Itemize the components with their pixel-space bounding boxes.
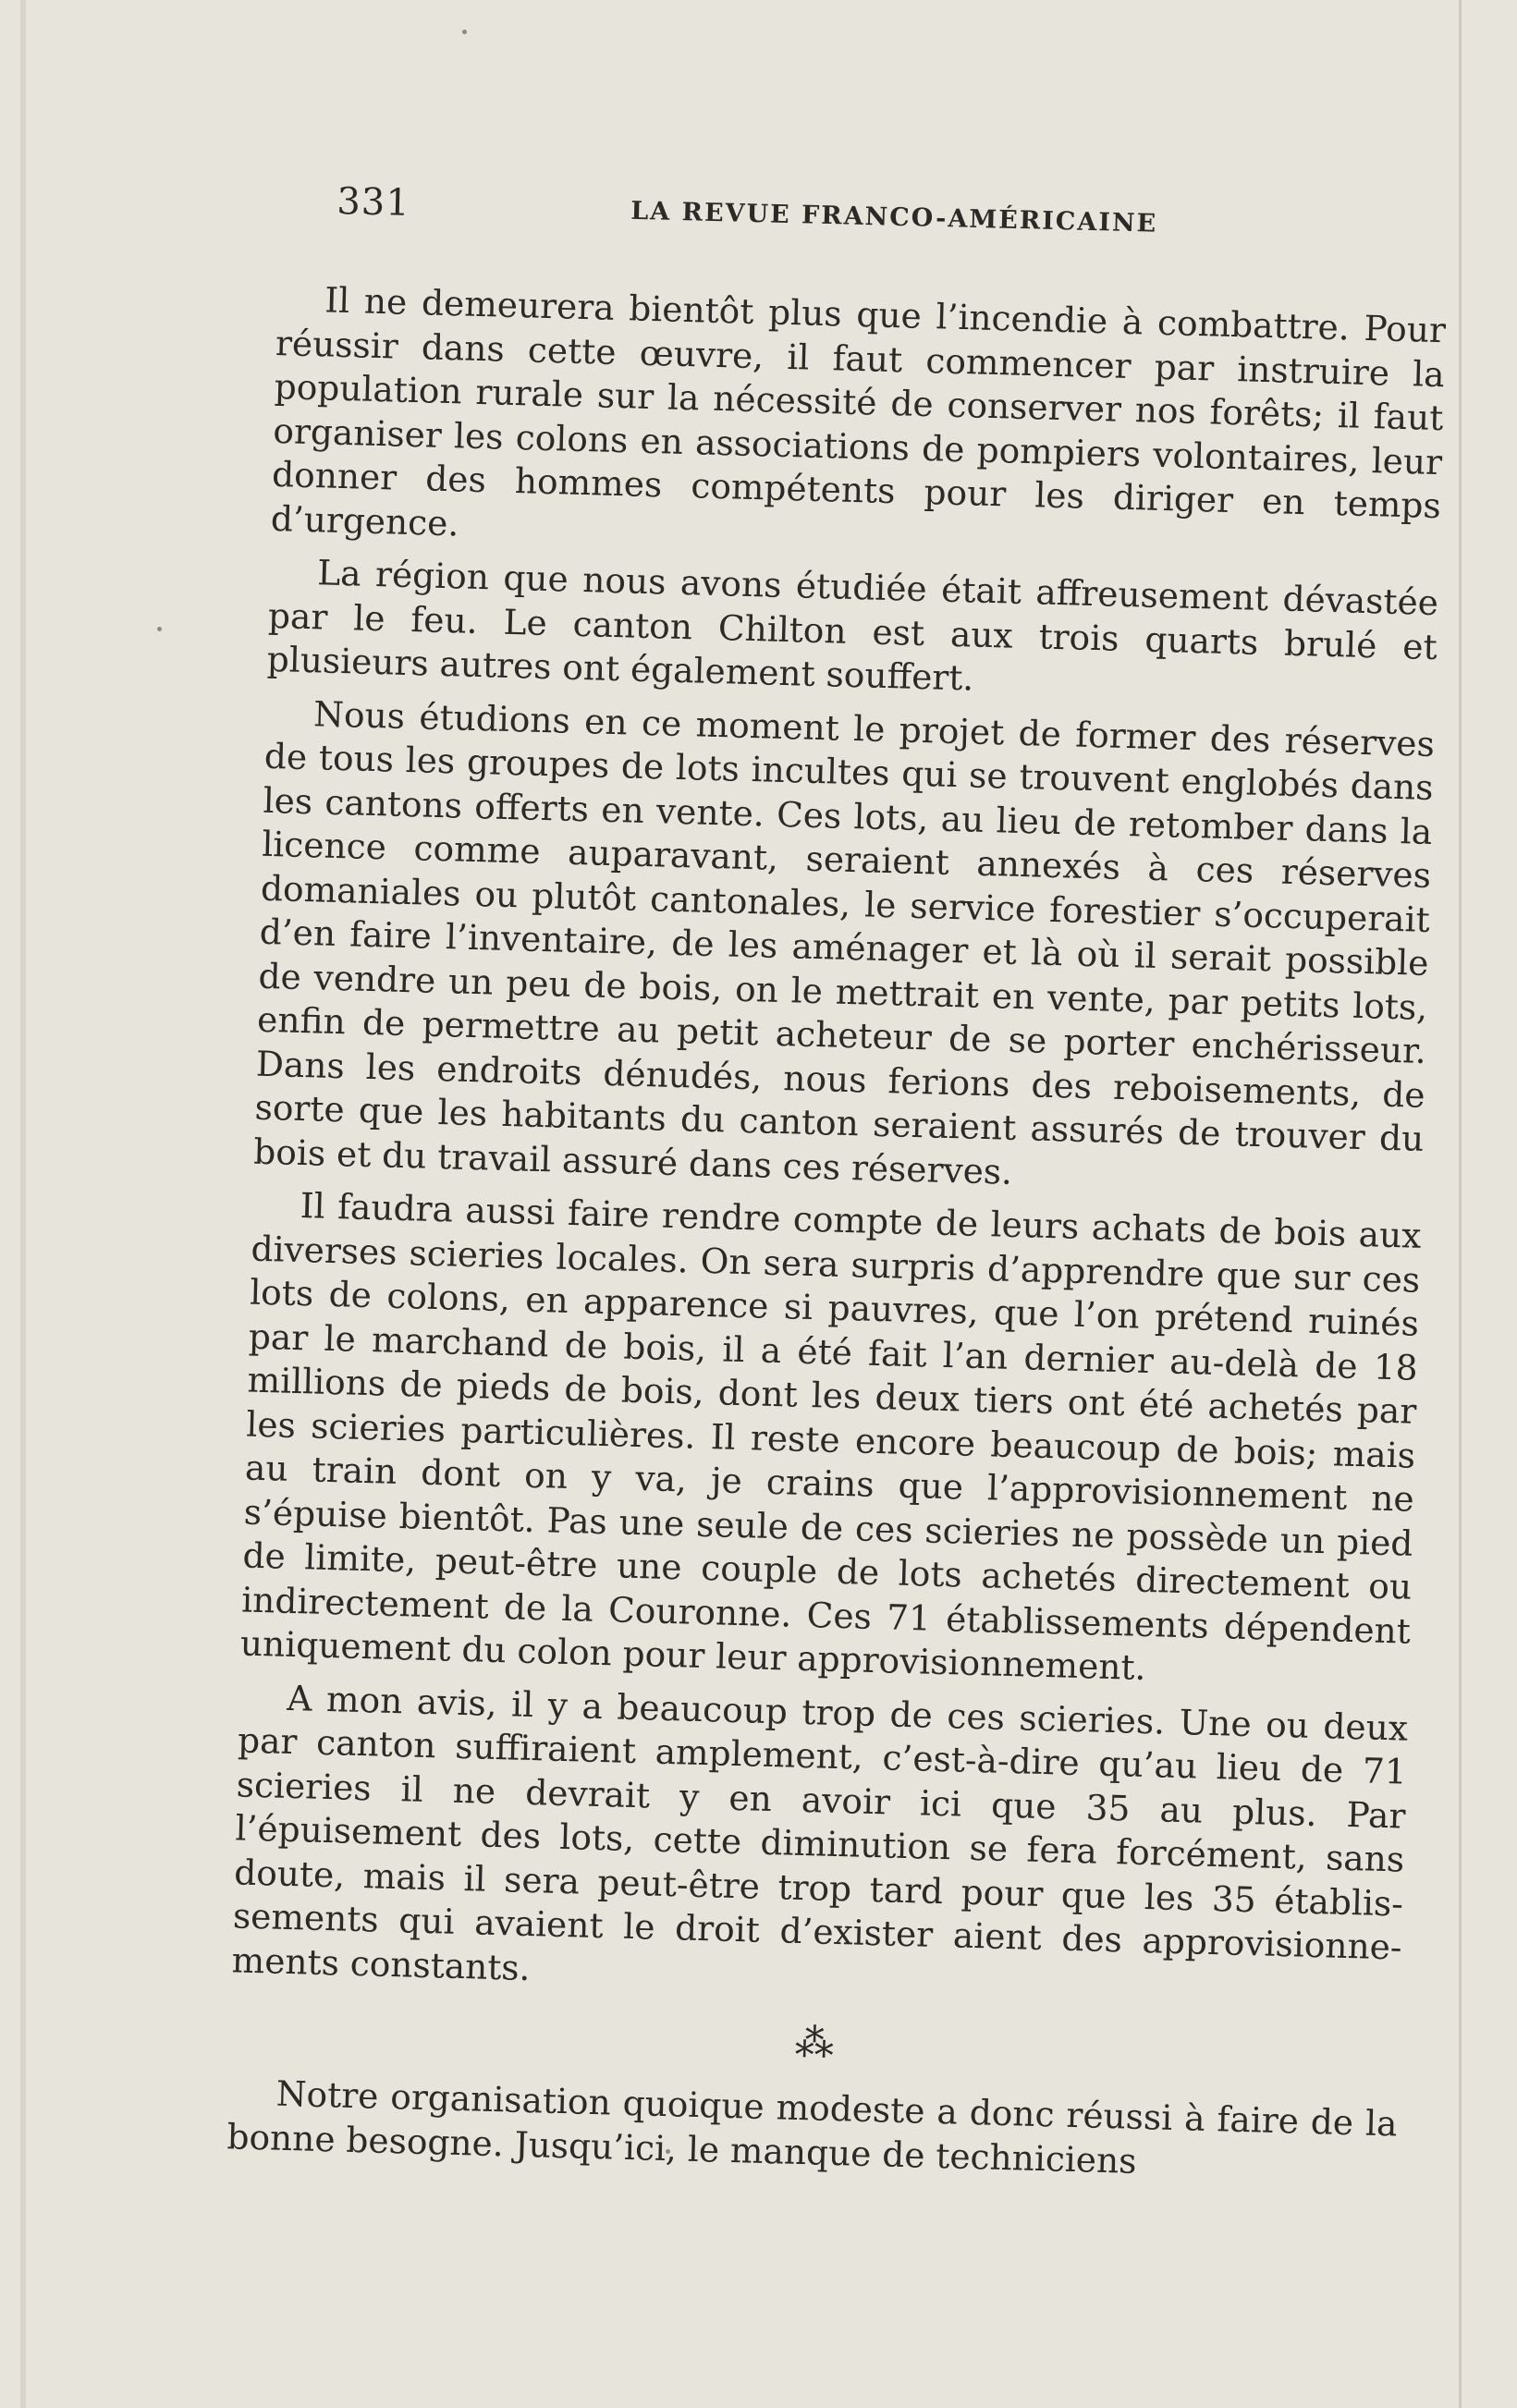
closing-paragraph: Notre organisation quoique modeste a donc réussi à faire de la bonne besogne. Jusqu’ici, le manque de techniciens	[226, 2072, 1399, 2182]
paper-speck	[157, 627, 162, 631]
running-title: LA REVUE FRANCO-AMÉRICAINE	[630, 196, 1158, 238]
section-break-asterism: ⁂	[794, 2019, 835, 2066]
page-header	[336, 180, 1169, 256]
page-edge-right	[1459, 0, 1462, 2408]
page-edge-left	[20, 0, 26, 2408]
page-number: 331	[336, 180, 411, 225]
paper-speck	[462, 30, 467, 34]
paragraph: A mon avis, il y a beaucoup trop de ces scieries. Une ou deux par canton suffiraient amplement, c’est-à-dire qu’au lieu de 71 scieries il ne devrait y en avoir ici que 35 au plus. Par l’épuisement des lots, cette diminution se fera forcément, sans doute, mais il sera peut-être trop tard pour que les 35 établissements qui avaient le droit d’exister aient des approvisionnements constants.	[231, 1677, 1409, 1988]
article-body	[226, 277, 1447, 2199]
paragraph: Il faudra aussi faire rendre compte de leurs achats de bois aux diverses scieries locales. On sera surpris d’apprendre que sur ces lots de colons, en apparence si pauvres, que l’on prétend ruinés par le marchand de bois, il a été fait l’an dernier au-delà de 18 millions de pieds de bois, dont les deux tiers ont été achetés par les scieries particulières. Il reste encore beaucoup de bois; mais au train dont on y va, je crains que l’approvisionnement ne s’épuise bientôt. Pas une seule de ces scieries ne possède un pied de limite, peut-être une couple de lots achetés directement ou indirectement de la Couronne. Ces 71 établissements dépendent uniquement du colon pour leur approvisionnement.	[239, 1185, 1423, 1688]
paragraph: Il ne demeurera bientôt plus que l’incendie à combattre. Pour réussir dans cette œuvre, il faut commencer par instruire la population rurale sur la nécessité de conserver nos forêts; il faut organiser les colons en associations de pompiers volontaires, leur donner des hommes compétents pour les diriger en temps d’urgence.	[270, 279, 1447, 544]
paragraph: Nous étudions en ce moment le projet de former des réserves de tous les groupes de lots incultes qui se trouvent englobés dans les cantons offerts en vente. Ces lots, au lieu de retomber dans la licence comme auparavant, seraient annexés à ces réserves domaniales ou plutôt cantonales, le service forestier s’occuperait d’en faire l’inventaire, de les aménager et là où il serait possible de vendre un peu de bois, on le mettrait en vente, par petits lots, enfin de permettre au petit acheteur de se porter enchérisseur. Dans les endroits dénudés, nous ferions des reboisements, de sorte que les habitants du canton seraient assurés de trouver du bois et du travail assuré dans ces réserves.	[252, 692, 1436, 1192]
paragraph: La région que nous avons étudiée était affreusement dévastée par le feu. Le canton Chilton est aux trois quarts brulé et plusieurs autres ont également souffert.	[266, 552, 1439, 699]
